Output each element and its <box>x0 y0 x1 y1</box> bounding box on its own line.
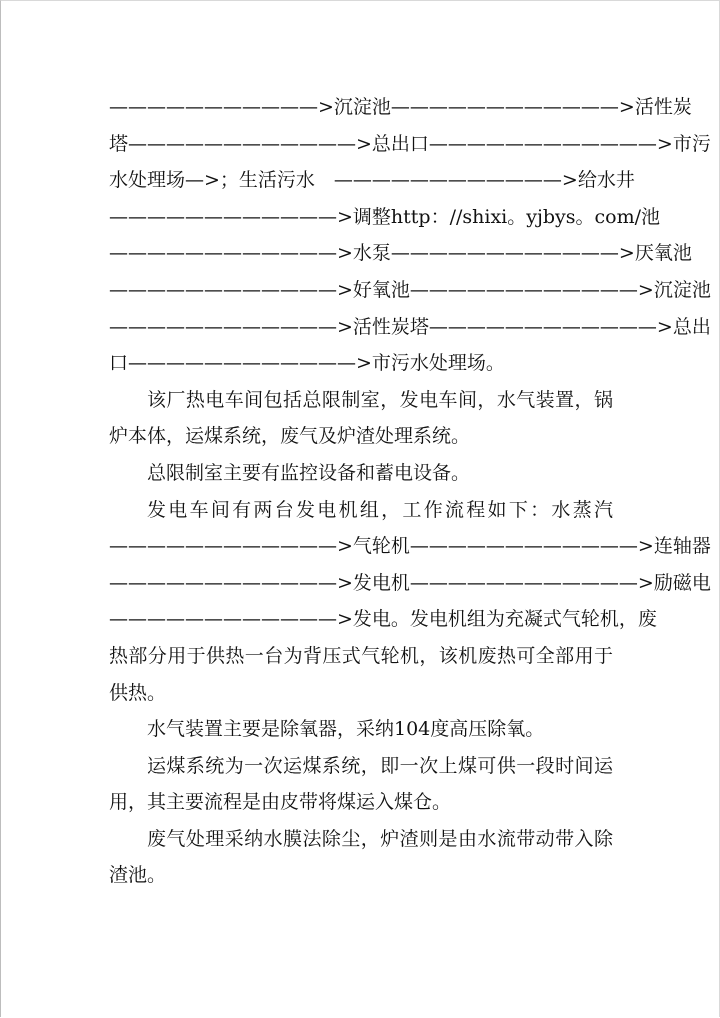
paragraph-first-line: 运煤系统为一次运煤系统，即一次上煤可供一段时间运 <box>147 754 613 777</box>
text-line: ————————————>发电机————————————>励磁电 <box>109 571 711 594</box>
paragraph-first-line: 水气装置主要是除氧器，采纳104度高压除氧。 <box>147 718 545 741</box>
text-line: ————————————>调整http：//shixi。yjbys。com/池 <box>109 205 661 228</box>
document-body <box>109 89 711 894</box>
text-line: ———————————>沉淀池————————————>活性炭 <box>109 96 692 118</box>
text-line: ————————————>气轮机————————————>连轴器 <box>109 535 711 558</box>
paragraph-first-line: 废气处理采纳水膜法除尘，炉渣则是由水流带动带入除 <box>147 827 613 850</box>
text-line: 水处理场—>；生活污水 ————————————>给水井 <box>109 169 635 192</box>
text-line: 供热。 <box>109 681 167 704</box>
text-line: ————————————>发电。发电机组为充凝式气轮机，废 <box>109 608 657 631</box>
paragraph-first-line: 发电车间有两台发电机组，工作流程如下：水蒸汽 <box>147 498 613 521</box>
text-line: 热部分用于供热一台为背压式气轮机，该机废热可全部用于 <box>109 644 613 667</box>
text-line: ————————————>活性炭塔————————————>总出 <box>109 315 711 338</box>
text-line: 炉本体，运煤系统，废气及炉渣处理系统。 <box>109 425 471 448</box>
text-line: ————————————>水泵————————————>厌氧池 <box>109 242 692 265</box>
text-line: 用，其主要流程是由皮带将煤运入煤仓。 <box>109 791 452 814</box>
text-line: 口————————————>市污水处理场。 <box>109 352 505 375</box>
paragraph-first-line: 该厂热电车间包括总限制室，发电车间，水气装置，锅 <box>147 388 613 411</box>
text-line: 塔————————————>总出口————————————>市污 <box>109 132 711 155</box>
text-line: ————————————>好氧池————————————>沉淀池 <box>109 278 711 301</box>
paragraph-first-line: 总限制室主要有监控设备和蓄电设备。 <box>147 461 471 484</box>
text-line: 渣池。 <box>109 864 167 887</box>
